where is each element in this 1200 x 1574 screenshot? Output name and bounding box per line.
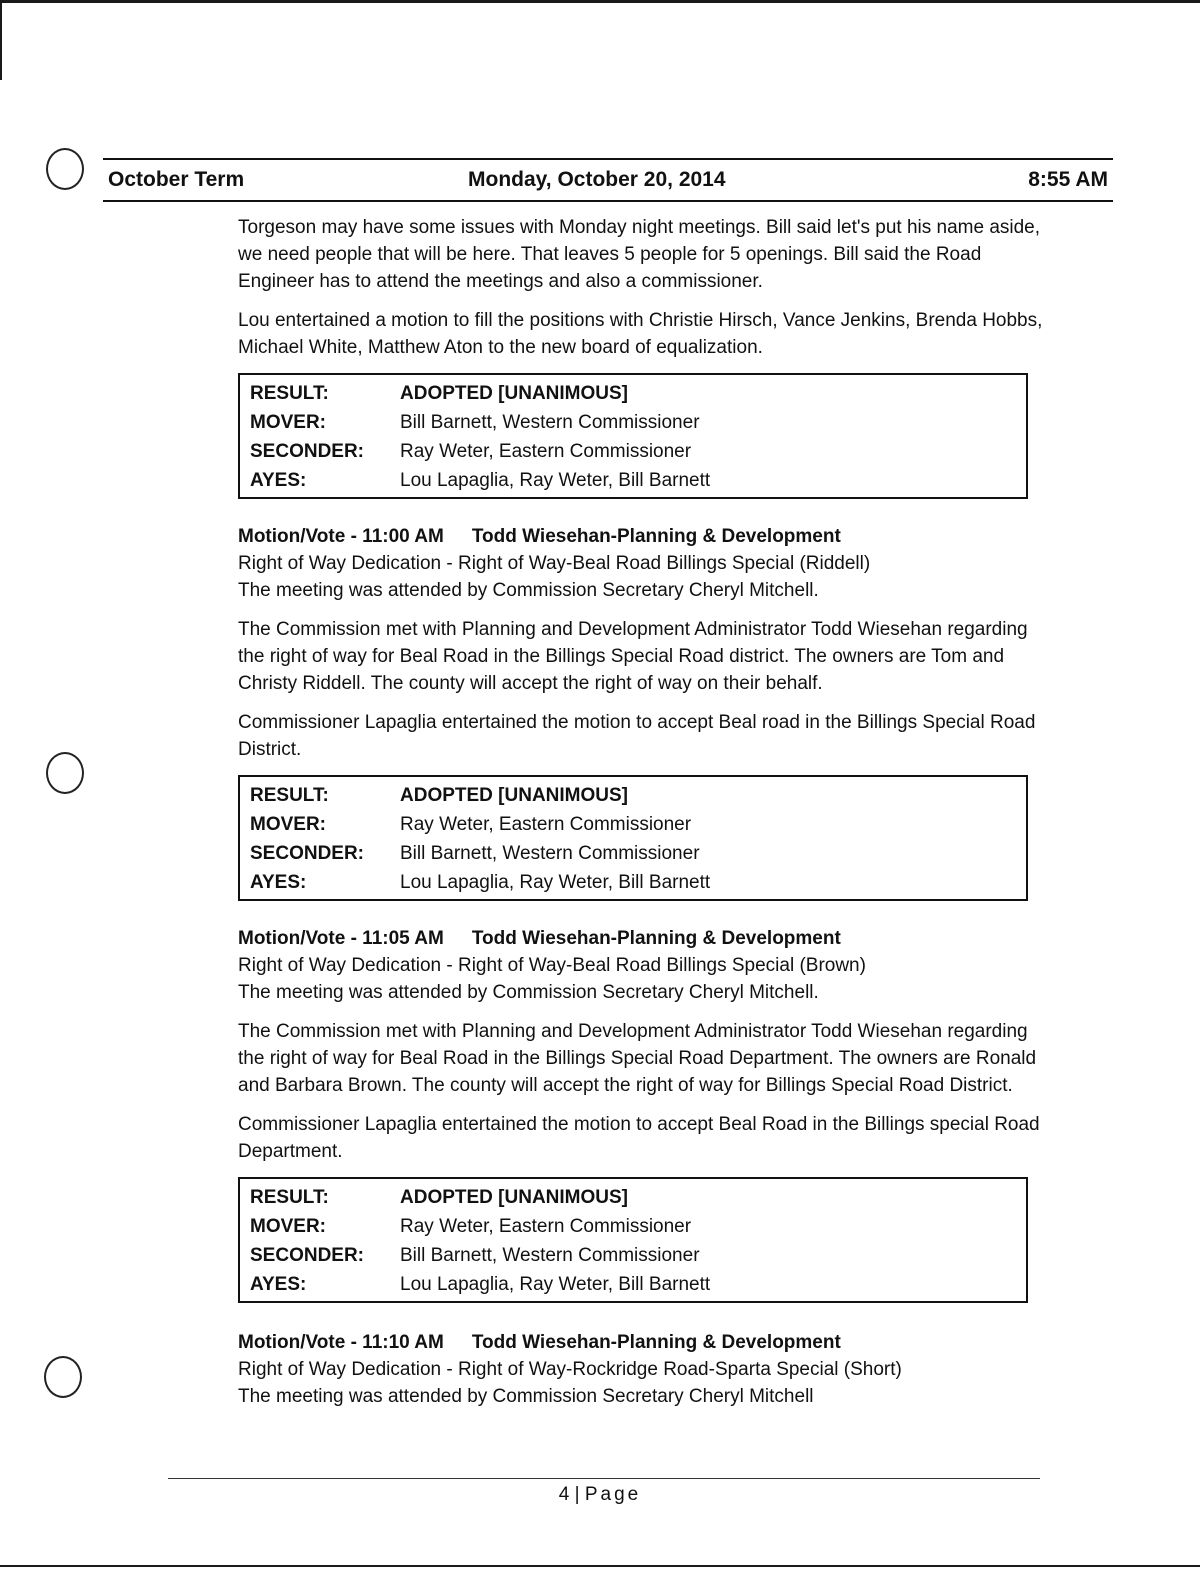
scan-border-bottom <box>0 1565 1200 1567</box>
vote-result-box <box>238 373 1028 499</box>
vote-row-mover <box>250 810 1026 839</box>
paragraph: Commissioner Lapaglia entertained the motion to accept Beal Road in the Billings special Road Department. <box>238 1114 1040 1162</box>
vote-row-result <box>250 781 1026 810</box>
paragraph: The Commission met with Planning and Development Administrator Todd Wiesehan regarding the right of way for Beal Road in the Billings Special Road Department. The owners are Ronald and Barbara Brown. The county will accept the right of way for Billings Special Road District. <box>238 1021 1037 1096</box>
vote-row-mover <box>250 408 1026 437</box>
motion-presenter: Todd Wiesehan-Planning & Development <box>471 526 841 547</box>
vote-row-seconder <box>250 839 1026 868</box>
result-label: RESULT: <box>250 785 329 806</box>
vote-result-box <box>238 1177 1028 1303</box>
motion-attendance: The meeting was attended by Commission Secretary Cheryl Mitchell. <box>238 982 819 1003</box>
result-value: ADOPTED [UNANIMOUS] <box>400 785 628 806</box>
ayes-value: Lou Lapaglia, Ray Weter, Bill Barnett <box>400 1274 711 1295</box>
motion-title <box>238 1329 1058 1356</box>
seconder-label: SECONDER: <box>250 1245 365 1266</box>
ayes-value: Lou Lapaglia, Ray Weter, Bill Barnett <box>400 872 711 893</box>
mover-value: Bill Barnett, Western Commissioner <box>400 412 700 433</box>
page-header <box>108 166 1108 196</box>
seconder-value: Bill Barnett, Western Commissioner <box>400 1245 700 1266</box>
mover-label: MOVER: <box>250 814 326 835</box>
punch-hole-icon <box>44 1356 82 1398</box>
seconder-label: SECONDER: <box>250 441 365 462</box>
motion-heading <box>238 1329 1058 1410</box>
paragraph: Torgeson may have some issues with Monday night meetings. Bill said let's put his name aside, we need people that will be here. That leaves 5 people for 5 openings. Bill said the Road Engineer has to attend the meetings and also a commissioner. <box>238 217 1041 292</box>
seconder-value: Ray Weter, Eastern Commissioner <box>400 441 692 462</box>
mover-label: MOVER: <box>250 1216 326 1237</box>
motion-subject: Right of Way Dedication - Right of Way-Rockridge Road-Sparta Special (Short) <box>238 1359 902 1380</box>
page-separator: | <box>574 1484 580 1505</box>
motion-presenter: Todd Wiesehan-Planning & Development <box>471 928 841 949</box>
ayes-label: AYES: <box>250 1274 307 1295</box>
mover-label: MOVER: <box>250 412 326 433</box>
motion-time: Motion/Vote - 11:10 AM <box>238 1332 444 1353</box>
page-number: 4 <box>558 1484 570 1505</box>
ayes-label: AYES: <box>250 872 307 893</box>
scan-border-left <box>0 0 2 80</box>
ayes-value: Lou Lapaglia, Ray Weter, Bill Barnett <box>400 470 711 491</box>
vote-row-ayes <box>250 466 1026 495</box>
paragraph: Lou entertained a motion to fill the positions with Christie Hirsch, Vance Jenkins, Brenda Hobbs, Michael White, Matthew Aton to the new board of equalization. <box>238 310 1043 358</box>
vote-row-mover <box>250 1212 1026 1241</box>
ayes-label: AYES: <box>250 470 307 491</box>
vote-row-ayes <box>250 1270 1026 1299</box>
result-label: RESULT: <box>250 1187 329 1208</box>
seconder-label: SECONDER: <box>250 843 365 864</box>
motion-heading <box>238 523 1058 604</box>
motion-title <box>238 523 1058 550</box>
scan-border-top <box>0 0 1200 3</box>
footer-rule <box>168 1478 1040 1479</box>
term-label: October Term <box>108 168 245 191</box>
motion-time: Motion/Vote - 11:00 AM <box>238 526 444 547</box>
page-label: Page <box>584 1484 642 1505</box>
motion-subject: Right of Way Dedication - Right of Way-Beal Road Billings Special (Riddell) <box>238 553 871 574</box>
minutes-body <box>238 214 1058 1422</box>
page-footer <box>0 1484 1200 1506</box>
mover-value: Ray Weter, Eastern Commissioner <box>400 1216 692 1237</box>
punch-hole-icon <box>46 752 84 794</box>
motion-title <box>238 925 1058 952</box>
meeting-time: 8:55 AM <box>1028 168 1108 191</box>
motion-heading <box>238 925 1058 1006</box>
punch-hole-icon <box>46 148 84 190</box>
motion-time: Motion/Vote - 11:05 AM <box>238 928 444 949</box>
vote-result-box <box>238 775 1028 901</box>
vote-row-ayes <box>250 868 1026 897</box>
vote-row-result <box>250 1183 1026 1212</box>
mover-value: Ray Weter, Eastern Commissioner <box>400 814 692 835</box>
motion-attendance: The meeting was attended by Commission Secretary Cheryl Mitchell <box>238 1386 814 1407</box>
seconder-value: Bill Barnett, Western Commissioner <box>400 843 700 864</box>
vote-row-seconder <box>250 437 1026 466</box>
paragraph: The Commission met with Planning and Development Administrator Todd Wiesehan regarding the right of way for Beal Road in the Billings Special Road district. The owners are Tom and Christy Riddell. The county will accept the right of way on their behalf. <box>238 619 1028 694</box>
vote-row-seconder <box>250 1241 1026 1270</box>
header-rule <box>103 158 1113 160</box>
result-value: ADOPTED [UNANIMOUS] <box>400 1187 628 1208</box>
meeting-date: Monday, October 20, 2014 <box>468 168 726 191</box>
motion-attendance: The meeting was attended by Commission Secretary Cheryl Mitchell. <box>238 580 819 601</box>
motion-subject: Right of Way Dedication - Right of Way-Beal Road Billings Special (Brown) <box>238 955 866 976</box>
header-rule <box>103 200 1113 202</box>
result-value: ADOPTED [UNANIMOUS] <box>400 383 628 404</box>
motion-presenter: Todd Wiesehan-Planning & Development <box>471 1332 841 1353</box>
vote-row-result <box>250 379 1026 408</box>
paragraph: Commissioner Lapaglia entertained the motion to accept Beal road in the Billings Special Road District. <box>238 712 1036 760</box>
result-label: RESULT: <box>250 383 329 404</box>
